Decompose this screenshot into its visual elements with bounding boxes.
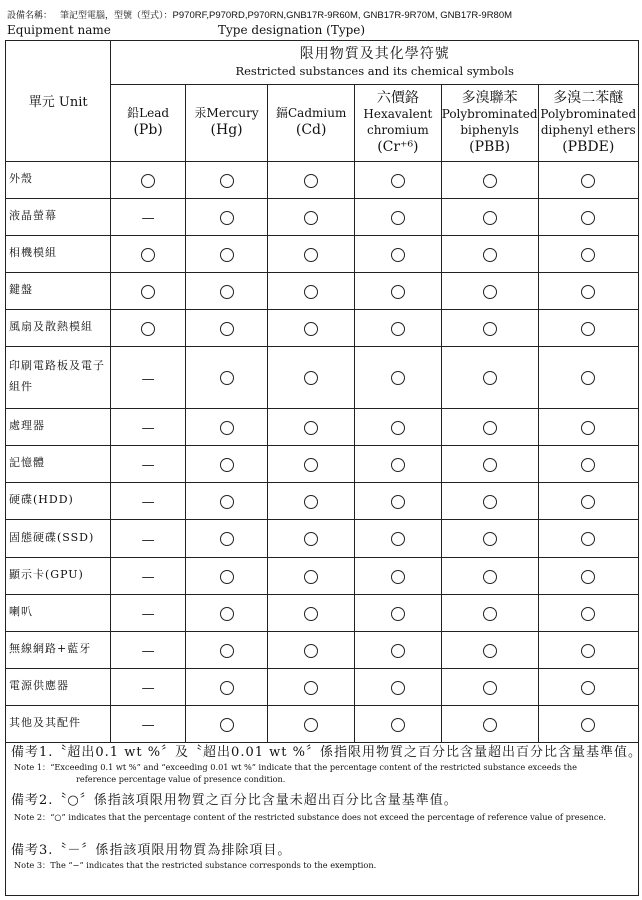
- presence-cell: [441, 668, 538, 705]
- circle-mark-icon: [220, 532, 234, 546]
- presence-cell: [354, 346, 441, 408]
- substance-name: 汞Mercury: [194, 105, 259, 120]
- presence-cell: [354, 482, 441, 519]
- presence-cell: [111, 668, 185, 705]
- circle-mark-icon: [220, 495, 234, 509]
- unit-name: 固態硬碟(SSD): [6, 519, 111, 557]
- circle-mark-icon: [391, 371, 405, 385]
- table-row: [6, 408, 638, 445]
- presence-cell: [111, 482, 185, 519]
- circle-mark-icon: [581, 421, 595, 435]
- presence-cell: [268, 482, 355, 519]
- presence-cell: [185, 594, 268, 631]
- circle-mark-icon: [581, 681, 595, 695]
- presence-cell: [111, 408, 185, 445]
- presence-cell: [538, 519, 638, 557]
- presence-cell: [111, 309, 185, 346]
- unit-name: 硬碟(HDD): [6, 482, 111, 519]
- presence-cell: [354, 408, 441, 445]
- unit-name: 處理器: [6, 408, 111, 445]
- circle-mark-icon: [581, 322, 595, 336]
- document-header: [5, 6, 641, 40]
- circle-mark-icon: [304, 570, 318, 584]
- table-row: [6, 594, 638, 631]
- table-row: [6, 198, 638, 235]
- presence-cell: [268, 557, 355, 594]
- circle-mark-icon: [391, 644, 405, 658]
- presence-cell: [538, 235, 638, 272]
- presence-cell: [354, 519, 441, 557]
- circle-mark-icon: [304, 322, 318, 336]
- circle-mark-icon: [391, 248, 405, 262]
- presence-cell: [185, 346, 268, 408]
- table-row: [6, 235, 638, 272]
- substance-symbol: (PBB): [469, 139, 511, 156]
- substance-symbol: (Cr⁺⁶): [377, 139, 419, 156]
- substance-table-frame: [5, 40, 642, 896]
- table-row: [6, 705, 638, 742]
- equipment-label-zh: 設備名稱：: [7, 11, 53, 21]
- circle-mark-icon: [141, 285, 155, 299]
- presence-cell: [441, 445, 538, 482]
- circle-mark-icon: [483, 495, 497, 509]
- presence-cell: [185, 482, 268, 519]
- circle-mark-icon: [391, 421, 405, 435]
- circle-mark-icon: [220, 211, 234, 225]
- substance-name: 鎘Cadmium: [276, 105, 347, 120]
- presence-cell: [354, 445, 441, 482]
- circle-mark-icon: [581, 607, 595, 621]
- circle-mark-icon: [483, 322, 497, 336]
- dash-mark-icon: —: [141, 644, 155, 659]
- presence-cell: [538, 668, 638, 705]
- presence-cell: [185, 408, 268, 445]
- presence-cell: [354, 557, 441, 594]
- presence-cell: [538, 408, 638, 445]
- presence-cell: [185, 705, 268, 742]
- substance-header-lead: [111, 84, 185, 161]
- circle-mark-icon: [581, 532, 595, 546]
- presence-cell: [268, 309, 355, 346]
- circle-mark-icon: [483, 285, 497, 299]
- circle-mark-icon: [304, 174, 318, 188]
- dash-mark-icon: —: [141, 458, 155, 473]
- circle-mark-icon: [391, 322, 405, 336]
- unit-name: 外殼: [6, 161, 111, 198]
- circle-mark-icon: [220, 458, 234, 472]
- presence-cell: [111, 631, 185, 668]
- presence-cell: [354, 161, 441, 198]
- presence-cell: [441, 198, 538, 235]
- unit-name: 鍵盤: [6, 272, 111, 309]
- presence-cell: [441, 557, 538, 594]
- circle-mark-icon: [220, 681, 234, 695]
- circle-mark-icon: [391, 285, 405, 299]
- presence-cell: [111, 445, 185, 482]
- circle-mark-icon: [483, 371, 497, 385]
- unit-name: 無線網路+藍牙: [6, 631, 111, 668]
- circle-mark-icon: [483, 607, 497, 621]
- table-row: [6, 346, 638, 408]
- presence-cell: [441, 705, 538, 742]
- substance-symbol: (Cd): [295, 122, 327, 139]
- substance-header-cadmium: [268, 84, 355, 161]
- table-row: [6, 519, 638, 557]
- circle-mark-icon: [581, 495, 595, 509]
- circle-mark-icon: [581, 211, 595, 225]
- substance-header-pbb: [441, 84, 538, 161]
- presence-cell: [185, 272, 268, 309]
- circle-mark-icon: [483, 644, 497, 658]
- circle-mark-icon: [304, 421, 318, 435]
- presence-cell: [538, 198, 638, 235]
- circle-mark-icon: [304, 285, 318, 299]
- circle-mark-icon: [141, 322, 155, 336]
- circle-mark-icon: [483, 174, 497, 188]
- circle-mark-icon: [220, 322, 234, 336]
- substance-name-zh: 六價鉻: [376, 89, 419, 106]
- circle-mark-icon: [391, 174, 405, 188]
- presence-cell: [538, 346, 638, 408]
- presence-cell: [185, 631, 268, 668]
- substance-symbol: (Hg): [210, 122, 243, 139]
- presence-cell: [441, 519, 538, 557]
- table-row: [6, 309, 638, 346]
- table-row: [6, 668, 638, 705]
- presence-cell: [538, 445, 638, 482]
- substance-name-zh: 多溴聯苯: [461, 89, 518, 106]
- presence-cell: [538, 557, 638, 594]
- presence-cell: [111, 594, 185, 631]
- circle-mark-icon: [483, 458, 497, 472]
- presence-cell: [441, 408, 538, 445]
- unit-name: 風扇及散熱模組: [6, 309, 111, 346]
- circle-mark-icon: [304, 248, 318, 262]
- circle-mark-icon: [483, 681, 497, 695]
- table-row: [6, 557, 638, 594]
- unit-name: 相機模組: [6, 235, 111, 272]
- presence-cell: [268, 198, 355, 235]
- presence-cell: [354, 198, 441, 235]
- dash-mark-icon: —: [141, 570, 155, 585]
- substance-header-pbde: [538, 84, 638, 161]
- presence-cell: [185, 668, 268, 705]
- table-row: [6, 445, 638, 482]
- circle-mark-icon: [483, 211, 497, 225]
- presence-cell: [111, 272, 185, 309]
- presence-cell: [111, 198, 185, 235]
- restricted-title-en: Restricted substances and its chemical symbols: [235, 63, 514, 78]
- note-1-en-line1: Note 1：“Exceeding 0.1 wt %” and “exceeding 0.01 wt %” indicate that the percentage content of the restricted substance exceeds the: [14, 762, 578, 772]
- circle-mark-icon: [220, 570, 234, 584]
- equipment-label-en: Equipment name: [7, 23, 111, 37]
- presence-cell: [354, 705, 441, 742]
- substance-name-en: Hexavalent chromium: [363, 106, 433, 137]
- circle-mark-icon: [304, 532, 318, 546]
- dash-mark-icon: —: [141, 495, 155, 510]
- circle-mark-icon: [304, 607, 318, 621]
- circle-mark-icon: [391, 681, 405, 695]
- circle-mark-icon: [304, 644, 318, 658]
- table-row: [6, 272, 638, 309]
- circle-mark-icon: [391, 211, 405, 225]
- circle-mark-icon: [220, 174, 234, 188]
- substance-symbol: (Pb): [133, 122, 163, 139]
- presence-cell: [268, 594, 355, 631]
- circle-mark-icon: [220, 285, 234, 299]
- substance-name-en: Polybrominated biphenyls: [441, 106, 538, 137]
- type-label-en: Type designation (Type): [218, 23, 366, 37]
- presence-cell: [185, 235, 268, 272]
- presence-cell: [185, 309, 268, 346]
- circle-mark-icon: [581, 371, 595, 385]
- presence-cell: [185, 161, 268, 198]
- model-numbers: P970RF,P970RD,P970RN,GNB17R-9R60M, GNB17R-9R70M, GNB17R-9R80M: [172, 10, 513, 21]
- presence-cell: [111, 235, 185, 272]
- note-1-zh: 備考1.〝超出0.1 wt %〞及〝超出0.01 wt %〞係指限用物質之百分比含量超出百分比含量基準值。: [11, 745, 642, 760]
- substance-name: 鉛Lead: [127, 105, 170, 120]
- note-3-zh: 備考3.〝－〞係指該項限用物質為排除項目。: [11, 843, 292, 858]
- circle-mark-icon: [483, 421, 497, 435]
- circle-mark-icon: [220, 248, 234, 262]
- presence-cell: [185, 557, 268, 594]
- presence-cell: [538, 161, 638, 198]
- circle-mark-icon: [304, 495, 318, 509]
- presence-cell: [538, 705, 638, 742]
- circle-mark-icon: [581, 718, 595, 732]
- presence-cell: [111, 346, 185, 408]
- presence-cell: [111, 161, 185, 198]
- presence-cell: [268, 631, 355, 668]
- note-3-en: Note 3：The “−” indicates that the restricted substance corresponds to the exemption.: [14, 860, 377, 870]
- circle-mark-icon: [141, 174, 155, 188]
- circle-mark-icon: [391, 495, 405, 509]
- circle-mark-icon: [141, 248, 155, 262]
- unit-name: 記憶體: [6, 445, 111, 482]
- presence-cell: [268, 445, 355, 482]
- presence-cell: [185, 445, 268, 482]
- circle-mark-icon: [220, 607, 234, 621]
- presence-cell: [354, 631, 441, 668]
- unit-name: 其他及其配件: [6, 705, 111, 742]
- circle-mark-icon: [304, 371, 318, 385]
- substance-symbol: (PBDE): [562, 139, 615, 156]
- table-row: [6, 631, 638, 668]
- restricted-substances-table: [6, 41, 638, 743]
- presence-cell: [111, 557, 185, 594]
- substance-name-zh: 多溴二苯醚: [553, 89, 624, 106]
- presence-cell: [268, 705, 355, 742]
- type-label-zh: ，型號（型式）：: [105, 11, 173, 21]
- presence-cell: [538, 594, 638, 631]
- presence-cell: [354, 594, 441, 631]
- circle-mark-icon: [304, 681, 318, 695]
- presence-cell: [354, 668, 441, 705]
- substance-name-en: Polybrominated diphenyl ethers: [540, 106, 637, 137]
- presence-cell: [538, 631, 638, 668]
- circle-mark-icon: [581, 458, 595, 472]
- presence-cell: [268, 272, 355, 309]
- unit-name: 喇叭: [6, 594, 111, 631]
- presence-cell: [538, 272, 638, 309]
- presence-cell: [538, 482, 638, 519]
- unit-name: 印刷電路板及電子組件: [6, 346, 111, 408]
- presence-cell: [441, 309, 538, 346]
- unit-name: 電源供應器: [6, 668, 111, 705]
- circle-mark-icon: [391, 718, 405, 732]
- restricted-substances-title: [111, 41, 638, 84]
- circle-mark-icon: [304, 211, 318, 225]
- circle-mark-icon: [220, 718, 234, 732]
- table-body: [6, 161, 638, 742]
- unit-name: 顯示卡(GPU): [6, 557, 111, 594]
- presence-cell: [268, 519, 355, 557]
- circle-mark-icon: [483, 532, 497, 546]
- presence-cell: [111, 519, 185, 557]
- presence-cell: [441, 594, 538, 631]
- circle-mark-icon: [483, 570, 497, 584]
- dash-mark-icon: —: [141, 211, 155, 226]
- note-2-en: Note 2：“○” indicates that the percentage content of the restricted substance does not exceed the percentage of reference value of presence.: [14, 812, 606, 822]
- circle-mark-icon: [581, 644, 595, 658]
- circle-mark-icon: [581, 174, 595, 188]
- presence-cell: [441, 161, 538, 198]
- circle-mark-icon: [304, 458, 318, 472]
- unit-name: 液晶螢幕: [6, 198, 111, 235]
- presence-cell: [185, 519, 268, 557]
- table-row: [6, 161, 638, 198]
- restricted-title-zh: 限用物質及其化學符號: [299, 46, 450, 63]
- presence-cell: [268, 346, 355, 408]
- presence-cell: [441, 482, 538, 519]
- dash-mark-icon: —: [141, 421, 155, 436]
- circle-mark-icon: [391, 532, 405, 546]
- circle-mark-icon: [483, 718, 497, 732]
- unit-header: 單元 Unit: [6, 41, 111, 161]
- circle-mark-icon: [483, 248, 497, 262]
- dash-mark-icon: —: [141, 607, 155, 622]
- circle-mark-icon: [581, 570, 595, 584]
- circle-mark-icon: [220, 421, 234, 435]
- presence-cell: [441, 272, 538, 309]
- circle-mark-icon: [220, 644, 234, 658]
- presence-cell: [185, 198, 268, 235]
- presence-cell: [538, 309, 638, 346]
- dash-mark-icon: —: [141, 718, 155, 733]
- presence-cell: [354, 272, 441, 309]
- presence-cell: [441, 631, 538, 668]
- table-row: [6, 482, 638, 519]
- presence-cell: [268, 235, 355, 272]
- substance-header-hexavalent-chromium: [354, 84, 441, 161]
- note-2-zh: 備考2.〝○〞係指該項限用物質之百分比含量未超出百分比含量基準值。: [11, 793, 458, 808]
- presence-cell: [441, 235, 538, 272]
- circle-mark-icon: [581, 248, 595, 262]
- circle-mark-icon: [220, 371, 234, 385]
- dash-mark-icon: —: [141, 532, 155, 548]
- equipment-line-zh: [7, 8, 512, 21]
- substance-header-mercury: [185, 84, 268, 161]
- presence-cell: [111, 705, 185, 742]
- circle-mark-icon: [391, 458, 405, 472]
- dash-mark-icon: —: [141, 681, 155, 696]
- circle-mark-icon: [391, 570, 405, 584]
- dash-mark-icon: —: [141, 371, 155, 387]
- circle-mark-icon: [391, 607, 405, 621]
- presence-cell: [441, 346, 538, 408]
- note-1-en-line2: reference percentage value of presence condition.: [76, 774, 286, 784]
- presence-cell: [354, 235, 441, 272]
- presence-cell: [268, 408, 355, 445]
- presence-cell: [268, 161, 355, 198]
- presence-cell: [354, 309, 441, 346]
- circle-mark-icon: [581, 285, 595, 299]
- presence-cell: [268, 668, 355, 705]
- circle-mark-icon: [304, 718, 318, 732]
- equipment-name-zh: 筆記型電腦: [60, 11, 106, 21]
